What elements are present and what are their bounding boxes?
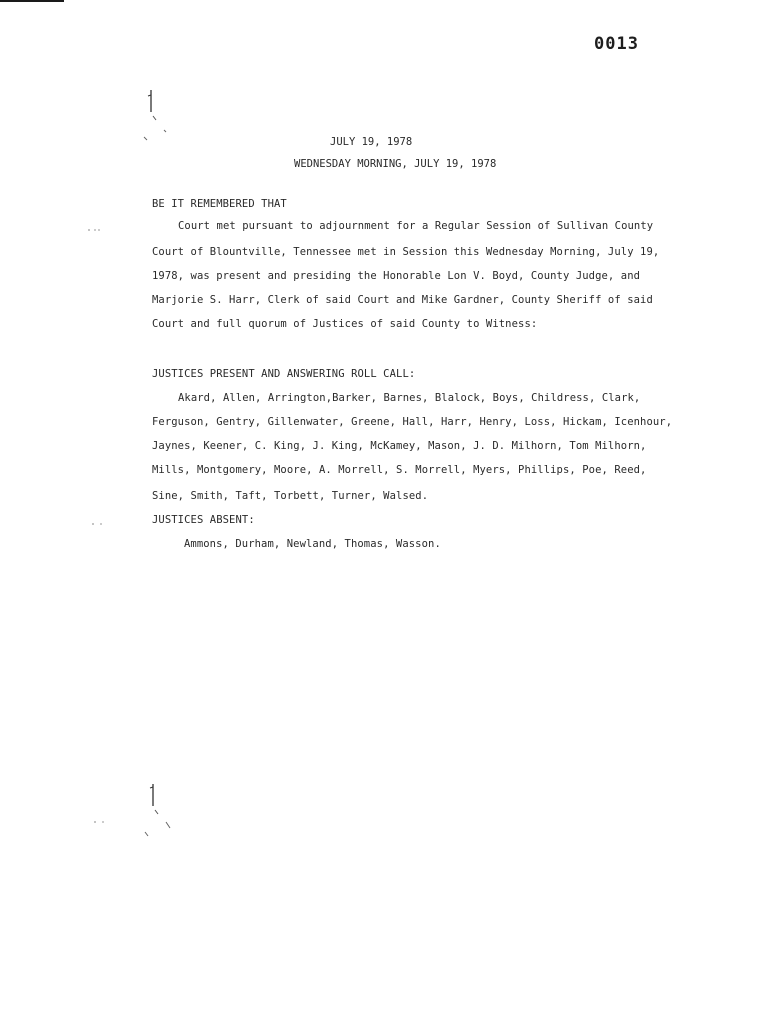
- present-heading: JUSTICES PRESENT AND ANSWERING ROLL CALL:: [152, 368, 416, 380]
- absent-line: Ammons, Durham, Newland, Thomas, Wasson.: [184, 538, 441, 550]
- binder-mark-bottom: [140, 780, 180, 840]
- scan-edge-line: [0, 0, 64, 2]
- present-line: Sine, Smith, Taft, Torbett, Turner, Walsed.: [152, 490, 429, 502]
- margin-speck: [86, 226, 106, 234]
- absent-heading: JUSTICES ABSENT:: [152, 514, 255, 526]
- page-number: 0013: [594, 34, 639, 54]
- intro-line: Court met pursuant to adjournment for a Regular Session of Sullivan County: [178, 220, 654, 232]
- intro-line: 1978, was present and presiding the Honorable Lon V. Boyd, County Judge, and: [152, 270, 641, 282]
- margin-speck: [92, 818, 112, 826]
- present-line: Akard, Allen, Arrington,Barker, Barnes, Blalock, Boys, Childress, Clark,: [178, 392, 641, 404]
- margin-speck: [90, 520, 110, 528]
- present-line: Mills, Montgomery, Moore, A. Morrell, S. Morrell, Myers, Phillips, Poe, Reed,: [152, 464, 647, 476]
- intro-line: Marjorie S. Harr, Clerk of said Court and Mike Gardner, County Sheriff of said: [152, 294, 653, 306]
- day-heading: WEDNESDAY MORNING, JULY 19, 1978: [294, 158, 497, 170]
- present-line: Jaynes, Keener, C. King, J. King, McKamey, Mason, J. D. Milhorn, Tom Milhorn,: [152, 440, 647, 452]
- remembered-heading: BE IT REMEMBERED THAT: [152, 198, 287, 210]
- binder-mark-top: [140, 86, 180, 146]
- date-heading: JULY 19, 1978: [330, 136, 413, 148]
- present-line: Ferguson, Gentry, Gillenwater, Greene, Hall, Harr, Henry, Loss, Hickam, Icenhour,: [152, 416, 673, 428]
- intro-line: Court and full quorum of Justices of said County to Witness:: [152, 318, 538, 330]
- intro-line: Court of Blountville, Tennessee met in Session this Wednesday Morning, July 19,: [152, 246, 660, 258]
